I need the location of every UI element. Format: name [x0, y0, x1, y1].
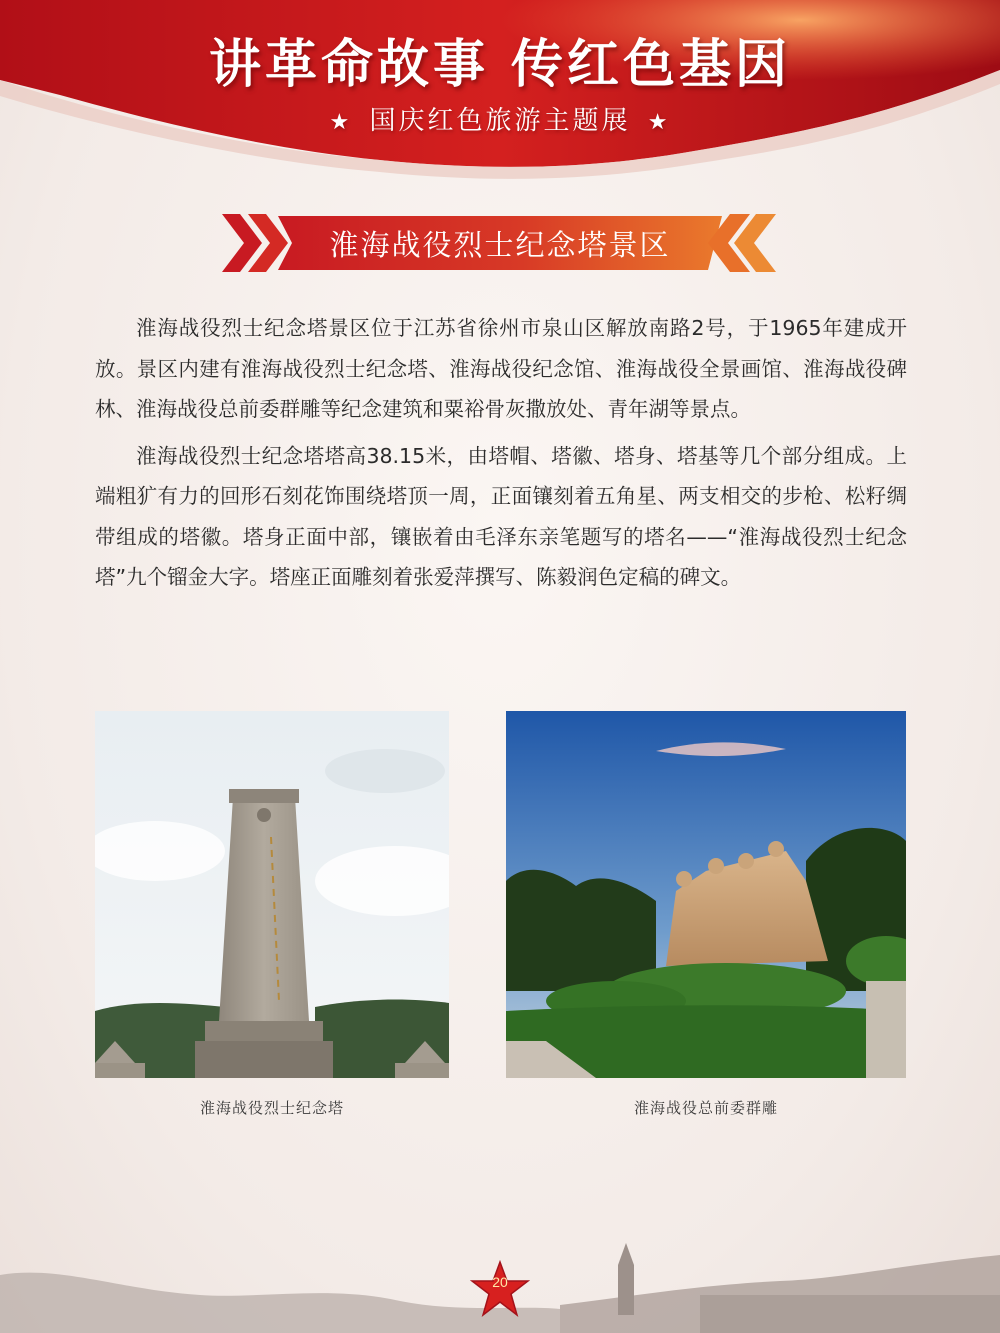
section-ribbon	[222, 212, 778, 274]
paragraph: 淮海战役烈士纪念塔景区位于江苏省徐州市泉山区解放南路2号，于1965年建成开放。景区内建有淮海战役烈士纪念塔、淮海战役纪念馆、淮海战役全景画馆、淮海战役碑林、淮海战役总前委群雕等纪念建筑和粟裕骨灰撒放处、青年湖等景点。	[95, 316, 907, 421]
star-icon: ★	[329, 110, 353, 135]
page-number-badge	[470, 1260, 530, 1318]
body-text	[95, 308, 907, 604]
star-icon: ★	[647, 110, 671, 135]
memorial-tower-photo	[95, 711, 449, 1078]
subtitle: 国庆红色旅游主题展	[369, 106, 631, 136]
sculpture-group-photo	[506, 711, 906, 1078]
photo-caption: 淮海战役烈士纪念塔	[199, 1099, 344, 1117]
paragraph: 淮海战役烈士纪念塔塔高38.15米，由塔帽、塔徽、塔身、塔基等几个部分组成。上端粗犷有力的回形石刻花饰围绕塔顶一周，正面镶刻着五角星、两支相交的步枪、松籽绸带组成的塔徽。塔身正面中部，镶嵌着由毛泽东亲笔题写的塔名——“淮海战役烈士纪念塔”九个镏金大字。塔座正面雕刻着张爱萍撰写、陈毅润色定稿的碑文。	[95, 443, 907, 589]
section-title: 淮海战役烈士纪念塔景区	[329, 228, 671, 262]
subtitle-row	[0, 100, 1000, 137]
header-banner	[0, 0, 1000, 200]
page-number: 20	[492, 1274, 508, 1290]
sculpture-group-image	[506, 711, 906, 1078]
main-title: 讲革命故事 传红色基因	[208, 35, 792, 95]
memorial-tower-image	[95, 711, 449, 1078]
photo-caption: 淮海战役总前委群雕	[633, 1099, 778, 1117]
